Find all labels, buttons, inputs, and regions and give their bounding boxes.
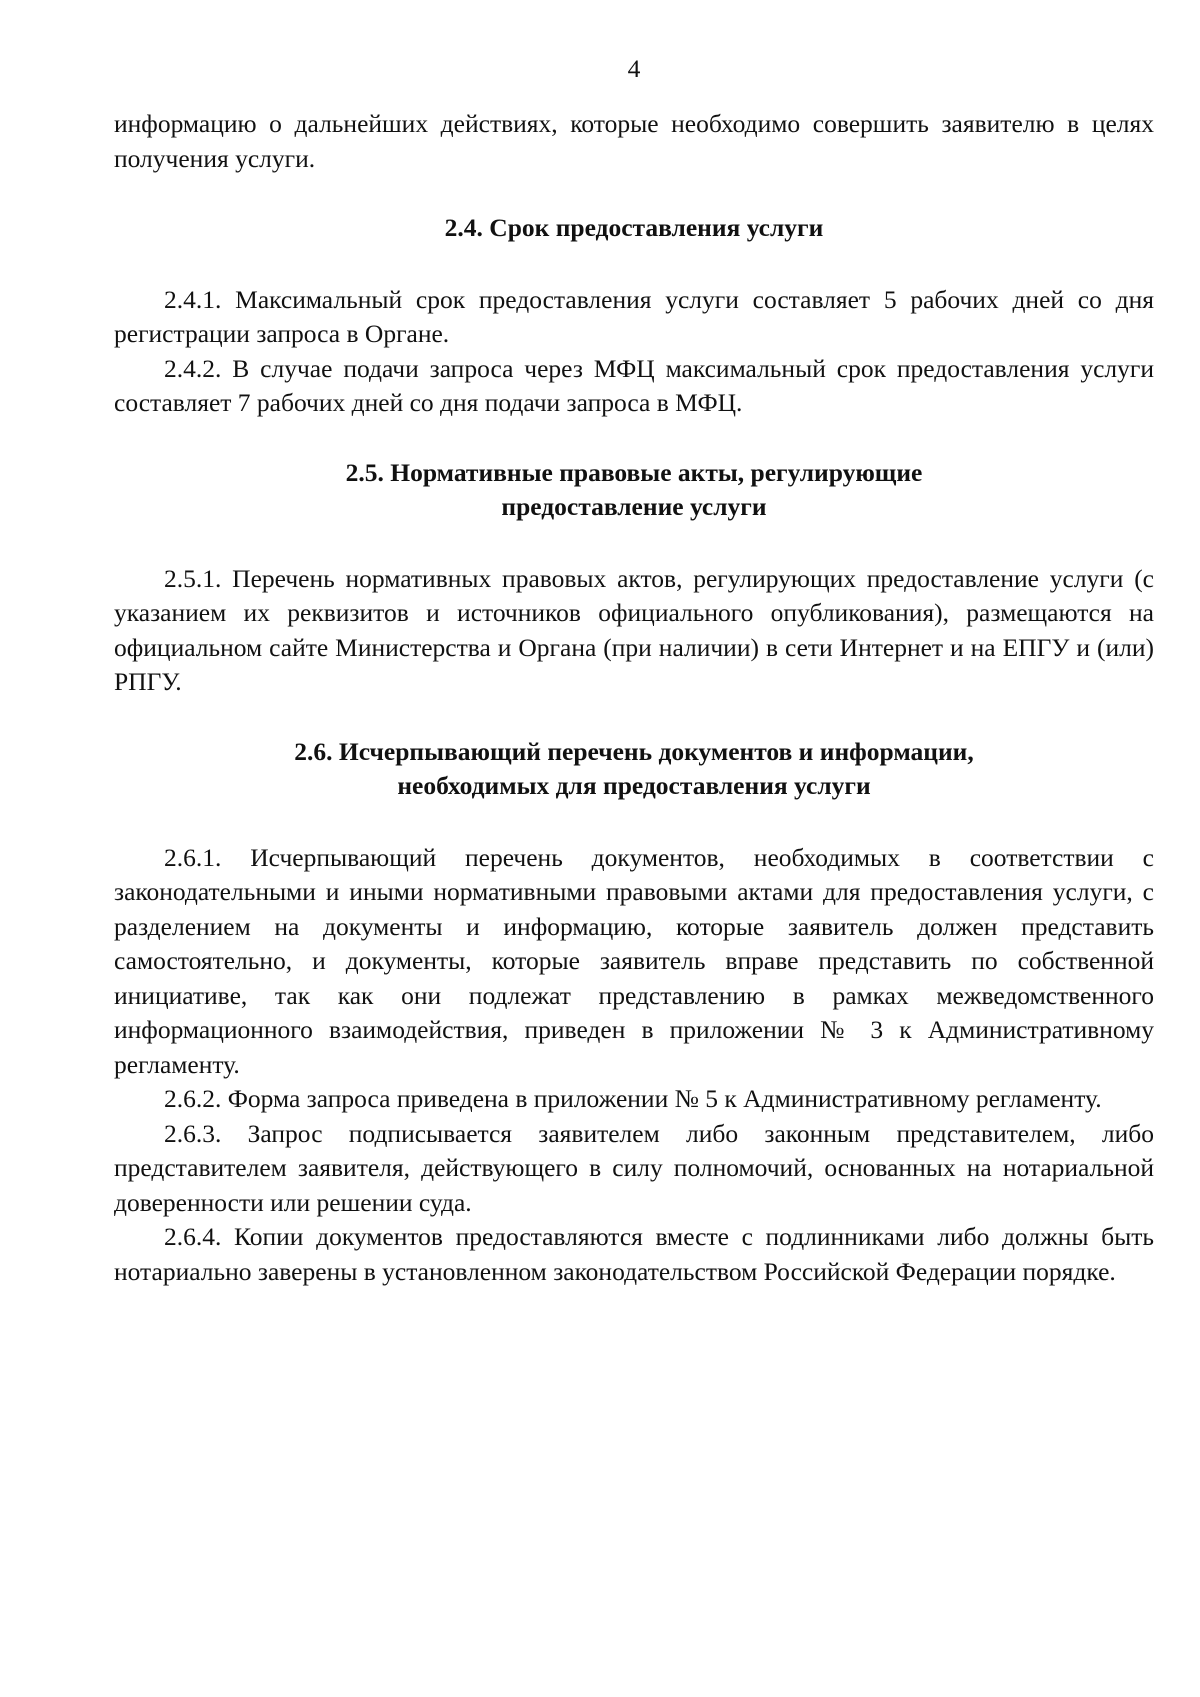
paragraph-2-5-1: 2.5.1. Перечень нормативных правовых актов, регулирующих предоставление услуги (с указанием их реквизитов и источников официального опубликования), размещаются на официальном сайте Министерства и Органа (при наличии) в сети Интернет и на ЕПГУ и (или) РПГУ. — [114, 563, 1154, 696]
section-heading-line: предоставление услуги — [501, 492, 767, 521]
paragraph-2-6-3: 2.6.3. Запрос подписывается заявителем либо законным представителем, либо представителем заявителя, действующего в силу полномочий, основанных на нотариальной доверенности или решении суда. — [114, 1118, 1154, 1217]
section-heading-line: необходимых для предоставления услуги — [397, 771, 871, 800]
paragraph-2-6-4: 2.6.4. Копии документов предоставляются вместе с подлинниками либо должны быть нотариально заверены в установленном законодательством Российской Федерации порядке. — [114, 1222, 1154, 1286]
section-heading-2-6 — [114, 735, 1154, 804]
document-page — [114, 0, 1154, 1697]
section-heading-line: 2.6. Исчерпывающий перечень документов и информации, — [294, 736, 974, 766]
section-heading-2-5 — [114, 456, 1154, 525]
paragraph-2-4-2: 2.4.2. В случае подачи запроса через МФЦ максимальный срок предоставления услуги составляет 7 рабочих дней со дня подачи запроса в МФЦ. — [114, 353, 1154, 417]
paragraph-2-6-1: 2.6.1. Исчерпывающий перечень документов, необходимых в соответствии с законодательными и иными нормативными правовыми актами для предоставления услуги, с разделением на документы и информацию, которые заявитель должен представить самостоятельно, и документы, которые заявитель вправе представить по собственной инициативе, так как они подлежат представлению в рамках межведомственного информационного взаимодействия, приведен в приложении № 3 к Административному регламенту. — [114, 842, 1154, 1079]
document-body — [114, 107, 1154, 1289]
page-number: 4 — [627, 54, 641, 83]
paragraph-2-6-2: 2.6.2. Форма запроса приведена в приложении № 5 к Административному регламенту. — [164, 1084, 1102, 1113]
section-heading-line: 2.5. Нормативные правовые акты, регулирующие — [345, 457, 923, 487]
intro-paragraph: информацию о дальнейших действиях, которые необходимо совершить заявителю в целях получения услуги. — [114, 109, 1154, 173]
section-heading-line: 2.4. Срок предоставления услуги — [444, 213, 824, 242]
paragraph-2-4-1: 2.4.1. Максимальный срок предоставления услуги составляет 5 рабочих дней со дня регистрации запроса в Органе. — [114, 284, 1154, 348]
section-heading-2-4 — [114, 211, 1154, 246]
